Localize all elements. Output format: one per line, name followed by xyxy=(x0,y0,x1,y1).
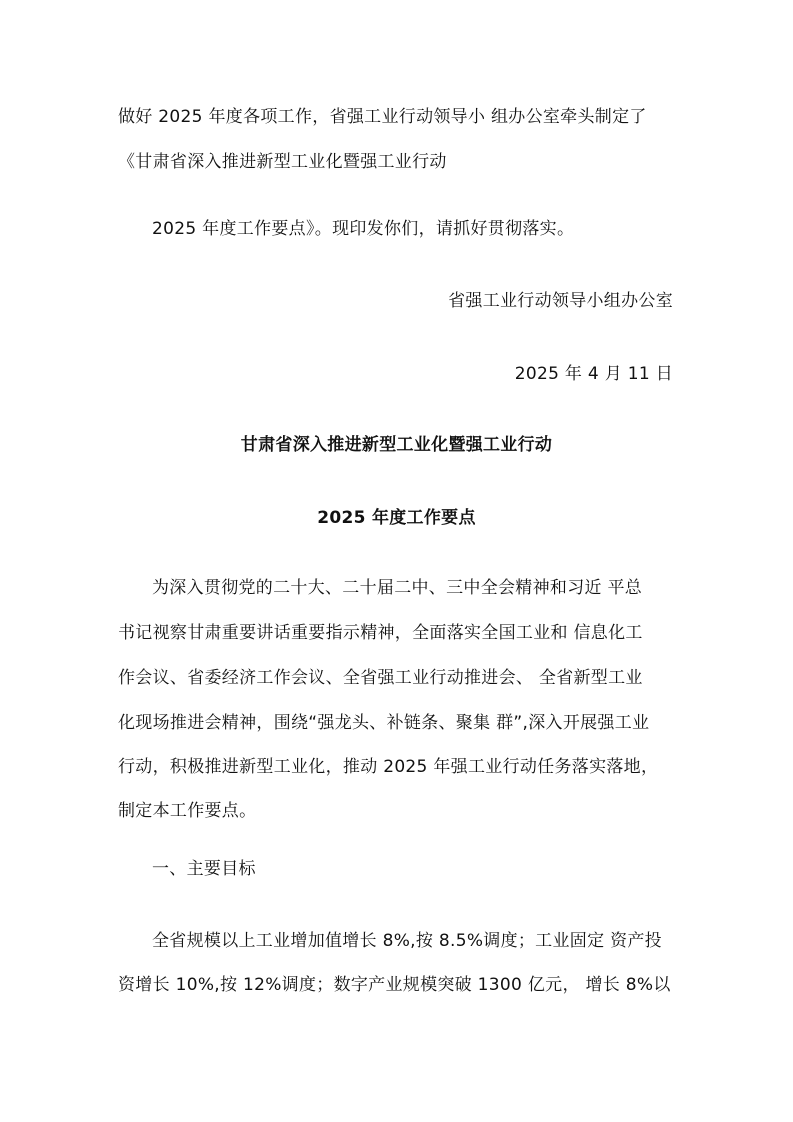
sender-org: 省强工业行动领导小组办公室 xyxy=(448,291,673,311)
intro-line-3: 2025 年度工作要点》。现印发你们，请抓好贯彻落实。 xyxy=(152,219,575,239)
issue-date: 2025 年 4 月 11 日 xyxy=(514,364,673,384)
document-title-line-1: 甘肃省深入推进新型工业化暨强工业行动 xyxy=(240,435,553,455)
body-line-1: 为深入贯彻党的二十大、二十届二中、三中全会精神和习近 平总 xyxy=(152,578,643,598)
intro-line-2: 《甘肃省深入推进新型工业化暨强工业行动 xyxy=(118,152,447,172)
body-line-3: 作会议、省委经济工作会议、全省强工业行动推进会、 全省新型工业 xyxy=(118,668,643,688)
intro-line-1: 做好 2025 年度各项工作，省强工业行动领导小 组办公室牵头制定了 xyxy=(118,107,647,127)
document-title-line-2: 2025 年度工作要点 xyxy=(317,508,476,528)
goals-line-2: 资增长 10%,按 12%调度；数字产业规模突破 1300 亿元， 增长 8%以 xyxy=(118,975,671,995)
body-line-5: 行动，积极推进新型工业化，推动 2025 年强工业行动任务落实落地， xyxy=(118,757,659,777)
body-line-4: 化现场推进会精神，围绕“强龙头、补链条、聚集 群”,深入开展强工业 xyxy=(118,713,650,733)
goals-line-1: 全省规模以上工业增加值增长 8%,按 8.5%调度；工业固定 资产投 xyxy=(152,931,662,951)
body-line-2: 书记视察甘肃重要讲话重要指示精神，全面落实全国工业和 信息化工 xyxy=(118,623,643,643)
body-line-6: 制定本工作要点。 xyxy=(118,801,257,821)
section-heading: 一、主要目标 xyxy=(152,859,256,879)
